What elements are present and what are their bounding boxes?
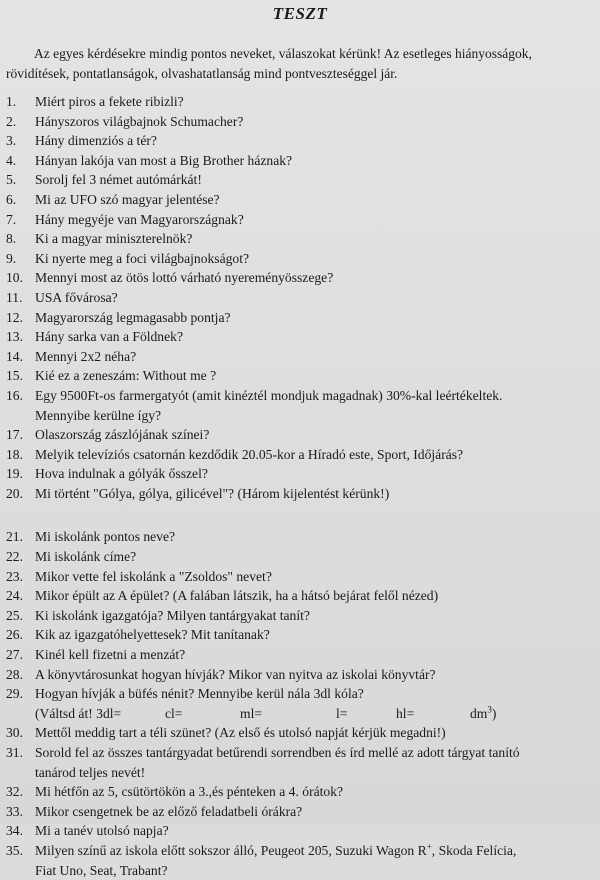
question-text: Kié ez a zeneszám: Without me ? <box>35 368 217 384</box>
question-number: 12. <box>6 309 23 325</box>
question-number: 28. <box>6 666 23 682</box>
question-number: 27. <box>6 647 23 663</box>
question-item <box>6 249 596 269</box>
question-item <box>6 802 596 822</box>
question-item <box>6 445 596 465</box>
question-item <box>6 268 596 288</box>
question-text: Sorold fel az összes tantárgyadat betűrendi sorrendben és írd mellé az adott tárgyat tanító <box>35 745 520 760</box>
question-item <box>6 425 596 445</box>
question-text: Hány sarka van a Földnek? <box>35 329 183 345</box>
question-text-after: , Skoda Felícia, <box>431 842 517 858</box>
question-text: Egy 9500Ft-os farmergatyót (amit kinéztél mondjuk magadnak) 30%-kal leértékeltek. <box>35 387 503 403</box>
question-item <box>6 625 596 645</box>
question-item <box>6 92 596 112</box>
question-text: Magyarország legmagasabb pontja? <box>35 309 231 325</box>
question-number: 3. <box>6 133 17 149</box>
question-number: 35. <box>6 842 23 858</box>
question-number: 8. <box>6 231 17 247</box>
question-number: 34. <box>6 823 23 839</box>
conversion-unit-l: l= <box>336 705 348 721</box>
question-text: Mennyi most az ötös lottó várható nyereményösszege? <box>35 270 334 286</box>
question-text: Mettől meddig tart a téli szünet? (Az első és utolsó napját kérjük megadni!) <box>35 725 446 741</box>
question-text: USA fővárosa? <box>35 289 118 305</box>
question-item <box>6 151 596 171</box>
question-text: Ki a magyar miniszterelnök? <box>35 231 193 247</box>
question-number: 13. <box>6 329 23 345</box>
question-item <box>6 386 596 425</box>
question-item <box>6 645 596 665</box>
question-item <box>6 743 596 782</box>
page-title: TESZT <box>272 4 328 23</box>
question-number: 1. <box>6 94 17 109</box>
question-number: 6. <box>6 191 17 207</box>
question-number: 24. <box>6 588 23 604</box>
question-text: Melyik televíziós csatornán kezdődik 20.05-kor a Híradó este, Sport, Időjárás? <box>35 446 464 462</box>
question-item <box>6 308 596 328</box>
question-number: 11. <box>6 289 23 305</box>
question-number: 4. <box>6 152 17 168</box>
question-text: Miért piros a fekete ribizli? <box>35 94 184 109</box>
question-continuation: tanárod teljes nevét! <box>35 764 146 780</box>
question-text: A könyvtárosunkat hogyan hívják? Mikor van nyitva az iskolai könyvtár? <box>35 666 436 682</box>
question-item <box>6 112 596 132</box>
question-item <box>6 229 596 249</box>
question-number: 23. <box>6 568 23 584</box>
question-number: 26. <box>6 627 23 643</box>
question-number: 7. <box>6 211 17 227</box>
question-number: 18. <box>6 446 23 462</box>
question-text: Mi hétfőn az 5, csütörtökön a 3.,és pénteken a 4. órátok? <box>35 784 344 800</box>
question-text: Sorolj fel 3 német autómárkát! <box>35 172 202 188</box>
question-item <box>6 170 596 190</box>
conversion-unit-cl: cl= <box>165 705 183 721</box>
question-continuation: Fiat Uno, Seat, Trabant? <box>35 862 168 878</box>
question-item <box>6 821 596 841</box>
conversion-unit-hl: hl= <box>396 705 415 721</box>
question-text: Mikor épült az A épület? (A falában látszik, ha a hátsó bejárat felől nézed) <box>35 588 439 604</box>
question-item <box>6 366 596 386</box>
conversion-unit-ml: ml= <box>240 705 263 721</box>
question-item <box>6 190 596 210</box>
question-text: Mi iskolánk címe? <box>35 549 137 565</box>
question-number: 25. <box>6 607 23 623</box>
superscript-mark: + <box>426 841 432 852</box>
question-number: 17. <box>6 427 23 443</box>
question-item <box>6 131 596 151</box>
question-item <box>6 527 596 547</box>
question-text: Milyen színű az iskola előtt sokszor álló, Peugeot 205, Suzuki Wagon R <box>35 842 427 858</box>
question-item <box>6 665 596 685</box>
conversion-dm-exponent: 3 <box>487 704 492 715</box>
question-text: Mi történt "Gólya, gólya, gilicével"? (Három kijelentést kérünk!) <box>35 485 390 501</box>
question-text: Hogyan hívják a büfés nénit? Mennyibe kerül nála 3dl kóla? <box>35 686 364 702</box>
question-text: Mikor vette fel iskolánk a "Zsoldos" nevet? <box>35 568 272 584</box>
question-item <box>6 841 596 880</box>
question-item <box>6 210 596 230</box>
question-text: Mi az UFO szó magyar jelentése? <box>35 191 220 207</box>
question-item <box>6 484 596 504</box>
conversion-suffix: ) <box>491 705 497 721</box>
question-item <box>6 606 596 626</box>
question-text: Mennyi 2x2 néha? <box>35 348 137 364</box>
question-text: Hány dimenziós a tér? <box>35 133 157 149</box>
question-item <box>6 347 596 367</box>
question-item <box>6 327 596 347</box>
question-item <box>6 782 596 802</box>
question-item <box>6 586 596 606</box>
question-item <box>6 723 596 743</box>
question-item <box>6 288 596 308</box>
question-number: 19. <box>6 466 23 482</box>
conversion-line <box>35 704 596 724</box>
question-text: Kinél kell fizetni a menzát? <box>35 647 186 663</box>
question-number: 31. <box>6 745 23 760</box>
question-number: 16. <box>6 387 23 403</box>
question-number: 15. <box>6 368 23 384</box>
question-item <box>6 567 596 587</box>
question-number: 30. <box>6 725 23 741</box>
question-number: 33. <box>6 803 23 819</box>
question-number: 10. <box>6 270 23 286</box>
question-continuation: Mennyibe kerülne így? <box>35 407 162 423</box>
question-item <box>6 547 596 567</box>
question-number: 32. <box>6 784 23 800</box>
question-number: 21. <box>6 529 23 545</box>
question-text: Mi iskolánk pontos neve? <box>35 529 176 545</box>
conversion-unit-dm: dm <box>470 705 488 721</box>
question-text: Olaszország zászlójának színei? <box>35 427 210 443</box>
question-text: Mi a tanév utolsó napja? <box>35 823 169 839</box>
question-text: Mikor csengetnek be az előző feladatbeli órákra? <box>35 803 303 819</box>
question-number: 22. <box>6 549 23 565</box>
question-text: Hova indulnak a gólyák ősszel? <box>35 466 208 482</box>
question-item <box>6 464 596 484</box>
question-item <box>6 684 596 723</box>
question-text: Hány megyéje van Magyarországnak? <box>35 211 244 227</box>
question-list <box>6 92 596 880</box>
question-text: Kik az igazgatóhelyettesek? Mit tanítanak? <box>35 627 270 643</box>
question-text: Ki nyerte meg a foci világbajnokságot? <box>35 250 250 266</box>
question-number: 9. <box>6 250 17 266</box>
conversion-unit-prefix: (Váltsd át! 3dl= <box>35 705 122 721</box>
question-text: Hányszoros világbajnok Schumacher? <box>35 113 244 129</box>
question-number: 20. <box>6 485 23 501</box>
question-number: 5. <box>6 172 17 188</box>
question-number: 14. <box>6 348 23 364</box>
question-text: Ki iskolánk igazgatója? Milyen tantárgyakat tanít? <box>35 607 310 623</box>
question-number: 2. <box>6 113 17 129</box>
question-text: Hányan lakója van most a Big Brother háznak? <box>35 152 293 168</box>
question-number: 29. <box>6 686 23 702</box>
instructions-paragraph: Az egyes kérdésekre mindig pontos neveket, válaszokat kérünk! Az esetleges hiányosságok, rövidítések, pontatlanságok, olvashatatlanság mind pontveszteséggel jár. <box>6 46 532 81</box>
